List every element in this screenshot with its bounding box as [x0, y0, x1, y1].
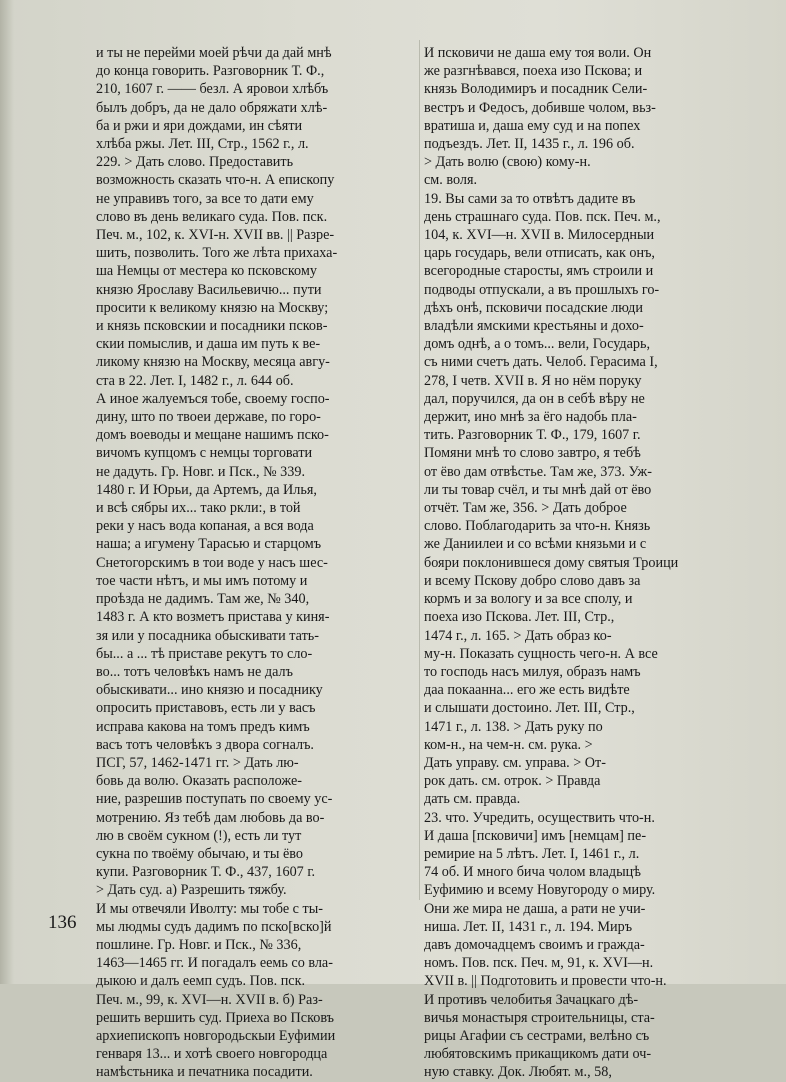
text-line: съ ними счетъ дать. Челоб. Герасима I,: [424, 354, 658, 371]
text-line: 1471 г., л. 138. > Дать руку по: [424, 718, 603, 735]
text-line: зя или у посадника обыскивати тать-: [96, 627, 319, 644]
text-line: поеха изо Пскова. Лет. III, Стр.,: [424, 609, 615, 626]
page-number: 136: [48, 912, 77, 933]
text-line: скии помыслив, и даша им путь к ве-: [96, 336, 321, 353]
text-line: бовь да волю. Оказать расположе-: [96, 773, 302, 790]
text-line: ша Немцы от местера ко псковскому: [96, 263, 317, 280]
text-line: 1480 г. И Юрьи, да Артемъ, да Илья,: [96, 481, 317, 498]
text-line: же Даниилеи и со всѣми князьми и с: [424, 536, 647, 553]
text-line: ную ставку. Док. Любят. м., 58,: [424, 1064, 612, 1081]
text-line: решить вершить суд. Приеха во Псковъ: [96, 1009, 335, 1026]
text-line: наша; а игумену Тарасью и старцомъ: [96, 536, 322, 553]
text-line: домъ однѣ, а о томъ... вели, Государь,: [424, 336, 651, 353]
text-line: 229. > Дать слово. Предоставить: [96, 154, 294, 171]
text-line: васъ тотъ человѣкъ з двора согналъ.: [96, 736, 314, 753]
text-line: 104, к. XVI—н. XVII в. Милосердныи: [424, 227, 655, 244]
text-line: вичомъ купцомъ с немцы торговати: [96, 445, 313, 462]
text-line: до конца говорить. Разговорник Т. Ф.,: [96, 63, 325, 80]
text-line: тое части нѣтъ, и мы имъ потому и: [96, 572, 308, 589]
text-line: А иное жалуемъся тобе, своему госпо-: [96, 390, 330, 407]
text-line: и князь псковскии и посадники псков-: [96, 318, 328, 335]
text-line: всегородные старосты, ямъ строили и: [424, 263, 654, 280]
text-line: 278, I четв. XVII в. Я но нём поруку: [424, 372, 642, 389]
text-line: любятовскимъ прикащикомъ дати оч-: [424, 1046, 652, 1063]
text-line: не управивъ того, за все то дати ему: [96, 190, 314, 207]
text-line: просити к великому князю на Москву;: [96, 299, 329, 316]
text-line: архиепископъ новгородьскыи Еуфимии: [96, 1027, 336, 1044]
text-line: держит, ино мнѣ за ёго надобь пла-: [424, 409, 637, 426]
text-line: ремирие на 5 лѣтъ. Лет. I, 1461 г., л.: [424, 845, 640, 862]
text-line: не дадуть. Гр. Новг. и Пск., № 339.: [96, 463, 306, 480]
text-line: Дать управу. см. управа. > От-: [424, 754, 606, 771]
text-line: И мы отвечяли Иволту: мы тобе с ты-: [96, 900, 323, 917]
text-line: > Дать суд. а) Разрешить тяжбу.: [96, 882, 287, 899]
text-line: и всему Пскову добро слово давъ за: [424, 572, 641, 589]
text-line: хлѣба ржы. Лет. III, Стр., 1562 г., л.: [96, 136, 309, 153]
text-line: и ты не перейми моей рѣчи да дай мнѣ: [96, 45, 332, 61]
text-line: день страшнаго суда. Пов. пск. Печ. м.,: [424, 208, 661, 225]
text-line: см. воля.: [424, 172, 478, 189]
left-text-column: [96, 44, 416, 1082]
text-line: Печ. м., 99, к. XVI—н. XVII в. б) Раз-: [96, 991, 323, 1008]
right-text-column: [424, 44, 738, 1082]
text-line: же разгнѣвався, поеха изо Пскова; и: [424, 63, 643, 80]
text-line: Печ. м., 102, к. XVI-н. XVII вв. || Разре-: [96, 227, 335, 244]
text-line: ли ты товар счёл, и ты мнѣ дай от ёво: [424, 481, 652, 498]
text-line: опросить приставовъ, есть ли у васъ: [96, 700, 316, 717]
text-line: Они же мира не даша, а рати не учи-: [424, 900, 646, 917]
text-line: лю в своём сукном (!), есть ли тут: [96, 827, 302, 844]
text-line: рок дать. см. отрок. > Правда: [424, 773, 601, 790]
text-line: шить, позволить. Того же лѣта прихаха-: [96, 245, 338, 262]
text-line: ние, разрешив поступать по своему ус-: [96, 791, 333, 808]
text-line: вратиша и, даша ему суд и на попех: [424, 117, 641, 134]
text-line: во... тотъ человѣкъ намъ не далъ: [96, 663, 293, 680]
text-line: вичья монастыря строительницы, ста-: [424, 1009, 655, 1026]
text-line: ба и ржи и яри дождами, ин сѣяти: [96, 117, 303, 134]
text-line: кормъ и за вологу и за все сполу, и: [424, 591, 633, 608]
text-line: отчёт. Там же, 356. > Дать доброе: [424, 500, 627, 517]
text-line: от ёво дам отвѣстье. Там же, 373. Уж-: [424, 463, 652, 480]
text-line: бы... а ... тѣ приставе рекутъ то сло-: [96, 645, 313, 662]
text-line: владѣли ямскими крестьяны и дохо-: [424, 318, 644, 335]
text-line: бояри поклонившеся дому святыя Троици: [424, 554, 679, 571]
text-line: пошлине. Гр. Новг. и Пск., № 336,: [96, 936, 302, 953]
text-line: домъ воеводы и мещане нашимъ пско-: [96, 427, 329, 444]
text-line: дыкою и далъ еемп судъ. Пов. пск.: [96, 973, 306, 990]
text-line: ПСГ, 57, 1462-1471 гг. > Дать лю-: [96, 754, 299, 771]
text-line: царь государь, вели отписать, как онъ,: [424, 245, 655, 262]
text-line: ста в 22. Лет. I, 1482 г., л. 644 об.: [96, 372, 294, 389]
text-line: слово. Поблагодарить за что-н. Князь: [424, 518, 651, 535]
text-line: дал, поручился, да он в себѣ вѣру не: [424, 390, 645, 407]
text-line: 1463—1465 гг. И погадалъ еемь со вла-: [96, 955, 333, 972]
text-line: 19. Вы сами за то отвѣтъ дадите въ: [424, 190, 636, 207]
text-line: реки у насъ вода копаная, а вся вода: [96, 518, 314, 535]
text-line: 1483 г. А кто возметъ пристава у киня-: [96, 609, 330, 626]
text-line: намѣстьника и печатника посадити.: [96, 1064, 313, 1081]
text-line: ликому князю на Москву, месяца авгу-: [96, 354, 330, 371]
binding-shadow: [0, 0, 14, 984]
text-line: 74 об. И много бича чолом владыцѣ: [424, 864, 641, 881]
text-line: ком-н., на чем-н. см. рука. >: [424, 736, 593, 753]
text-line: генваря 13... и хотѣ своего новгородца: [96, 1046, 328, 1063]
text-line: сукна по твоёму обычаю, и ты ёво: [96, 845, 303, 862]
text-line: мотрению. Яз тебѣ дам любовь да во-: [96, 809, 325, 826]
text-line: мы людмы судъ дадимъ по пско[вско]й: [96, 918, 332, 935]
text-line: дину, што по твоеи державе, по горо-: [96, 409, 321, 426]
text-line: купи. Разговорник Т. Ф., 437, 1607 г.: [96, 864, 316, 881]
text-line: номъ. Пов. пск. Печ. м, 91, к. XVI—н.: [424, 955, 654, 972]
column-divider: [419, 40, 420, 900]
text-line: подводы отпускали, а въ прошлыхъ го-: [424, 281, 660, 298]
text-line: то господь насъ милуя, образъ намъ: [424, 663, 641, 680]
text-line: исправа какова на томъ предъ кимъ: [96, 718, 310, 735]
text-line: Снетогорскимъ в тои воде у насъ шес-: [96, 554, 328, 571]
text-line: дать см. правда.: [424, 791, 521, 808]
text-line: и всѣ сябры их... тако ркли:, в той: [96, 500, 301, 517]
text-line: рицы Агафии съ сестрами, велѣно съ: [424, 1027, 650, 1044]
text-line: 210, 1607 г. —— безл. А яровои хлѣбъ: [96, 81, 329, 98]
text-line: обыскивати... ино князю и посаднику: [96, 682, 323, 699]
text-line: возможность сказать что-н. А епископу: [96, 172, 335, 189]
text-line: слово въ день великаго суда. Пов. пск.: [96, 208, 328, 225]
text-line: И псковичи не даша ему тоя воли. Он: [424, 45, 652, 61]
text-line: и слышати достоино. Лет. III, Стр.,: [424, 700, 635, 717]
text-line: XVII в. || Подготовить и провести что-н.: [424, 973, 667, 990]
text-line: И даша [псковичи] имъ [немцам] пе-: [424, 827, 647, 844]
text-line: 23. что. Учредить, осуществить что-н.: [424, 809, 655, 826]
text-line: Помяни мнѣ то слово завтро, я тебѣ: [424, 445, 641, 462]
text-line: дѣхъ онѣ, псковичи посадские люди: [424, 299, 643, 316]
text-line: > Дать волю (свою) кому-н.: [424, 154, 591, 171]
text-line: князь Володимиръ и посадник Сели-: [424, 81, 648, 98]
text-line: му-н. Показать сущность чего-н. А все: [424, 645, 658, 662]
text-line: даа покаанна... его же есть видѣте: [424, 682, 630, 699]
text-line: тить. Разговорник Т. Ф., 179, 1607 г.: [424, 427, 641, 444]
text-line: И противъ челобитья Зачацкаго дѣ-: [424, 991, 639, 1008]
text-line: проѣзда не дадимъ. Там же, № 340,: [96, 591, 310, 608]
text-line: Еуфимию и всему Новугороду о миру.: [424, 882, 656, 899]
text-line: давъ домочадцемъ своимъ и гражда-: [424, 936, 645, 953]
text-line: былъ добръ, да не дало обряжати хлѣ-: [96, 99, 328, 116]
text-line: вестръ и Федосъ, добивше чолом, вьз-: [424, 99, 656, 116]
text-line: 1474 г., л. 165. > Дать образ ко-: [424, 627, 612, 644]
text-line: подъездъ. Лет. II, 1435 г., л. 196 об.: [424, 136, 635, 153]
text-line: князю Ярославу Васильевичю... пути: [96, 281, 322, 298]
text-line: ниша. Лет. II, 1431 г., л. 194. Миръ: [424, 918, 633, 935]
